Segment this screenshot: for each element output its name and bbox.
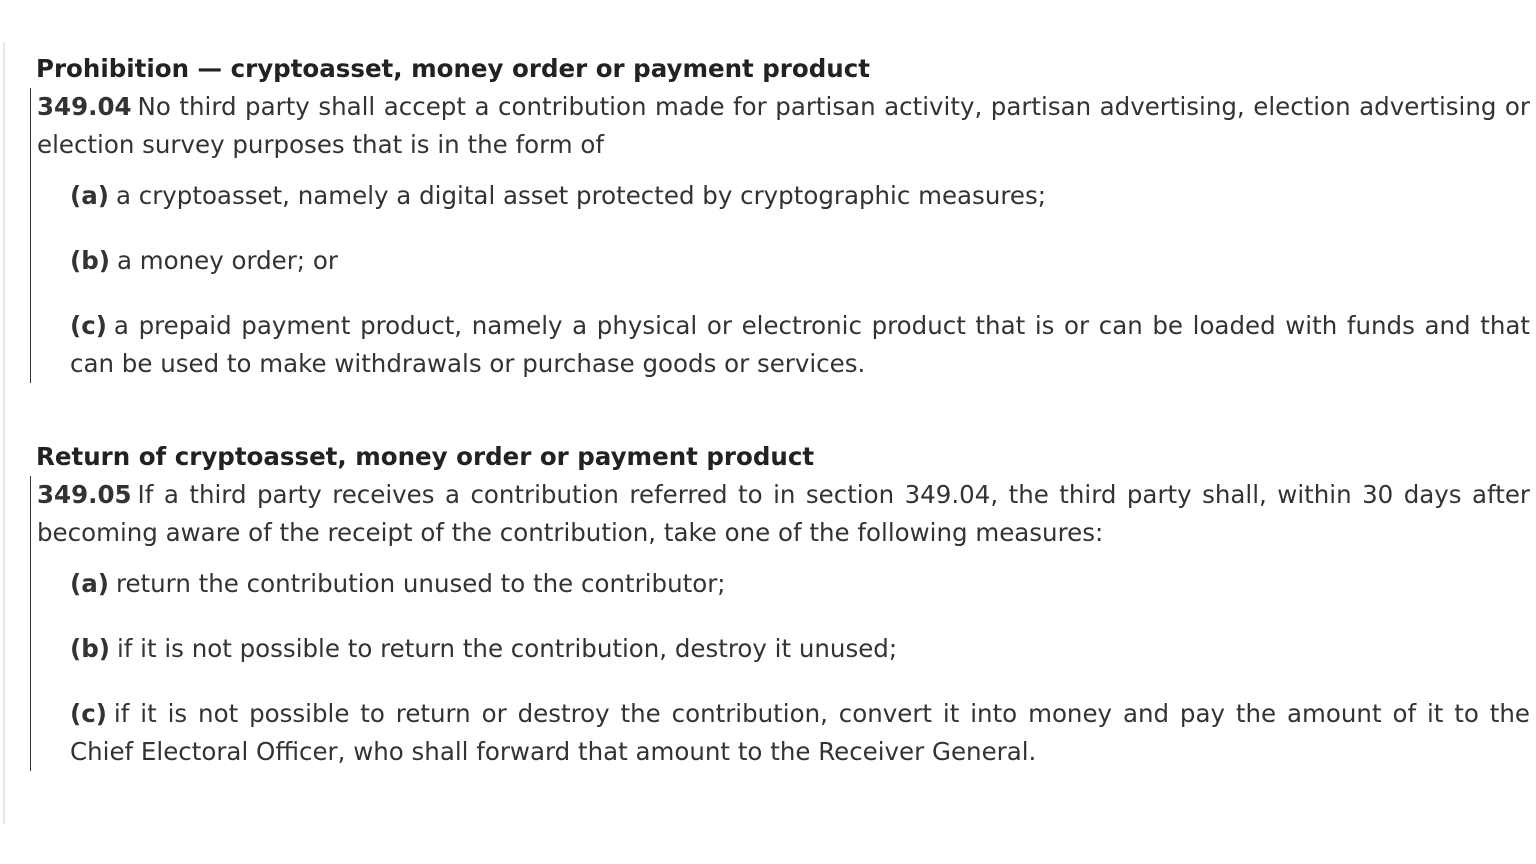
section-body	[30, 476, 1530, 771]
paragraph-text: a money order; or	[116, 246, 338, 275]
paragraph-label: (a)	[70, 181, 109, 210]
section-number: 349.04	[37, 92, 132, 121]
paragraph-text: a prepaid payment product, namely a physical or electronic product that is or can be loaded with funds and that can be used to make withdrawals or purchase goods or services.	[70, 311, 1530, 378]
section-heading: Return of cryptoasset, money order or payment product	[36, 442, 815, 471]
paragraph-label: (c)	[70, 699, 107, 728]
paragraph-label: (b)	[70, 634, 110, 663]
section-lead-text	[37, 476, 1530, 552]
section-349-05	[36, 440, 1530, 771]
section-body	[30, 88, 1530, 383]
paragraph-label: (b)	[70, 246, 110, 275]
paragraph-a	[70, 565, 1530, 603]
paragraph-b	[70, 242, 1530, 280]
section-heading: Prohibition — cryptoasset, money order or payment product	[36, 54, 870, 83]
section-349-04	[36, 52, 1530, 383]
paragraph-text: if it is not possible to return the contribution, destroy it unused;	[116, 634, 898, 663]
section-lead-text	[37, 88, 1530, 164]
paragraph-text: a cryptoasset, namely a digital asset protected by cryptographic measures;	[115, 181, 1046, 210]
paragraph-b	[70, 630, 1530, 668]
page-left-border	[3, 42, 5, 824]
paragraph-a	[70, 177, 1530, 215]
paragraph-text: return the contribution unused to the contributor;	[115, 569, 726, 598]
section-text: If a third party receives a contribution referred to in section 349.04, the third party shall, within 30 days after becoming aware of the receipt of the contribution, take one of the following measures:	[37, 480, 1530, 547]
paragraph-label: (c)	[70, 311, 107, 340]
section-text: No third party shall accept a contribution made for partisan activity, partisan advertising, election advertising or election survey purposes that is in the form of	[37, 92, 1530, 159]
paragraph-c	[70, 695, 1530, 771]
paragraph-text: if it is not possible to return or destroy the contribution, convert it into money and pay the amount of it to the Chief Electoral Officer, who shall forward that amount to the Receiver General.	[70, 699, 1530, 766]
section-number: 349.05	[37, 480, 132, 509]
paragraph-c	[70, 307, 1530, 383]
paragraph-label: (a)	[70, 569, 109, 598]
